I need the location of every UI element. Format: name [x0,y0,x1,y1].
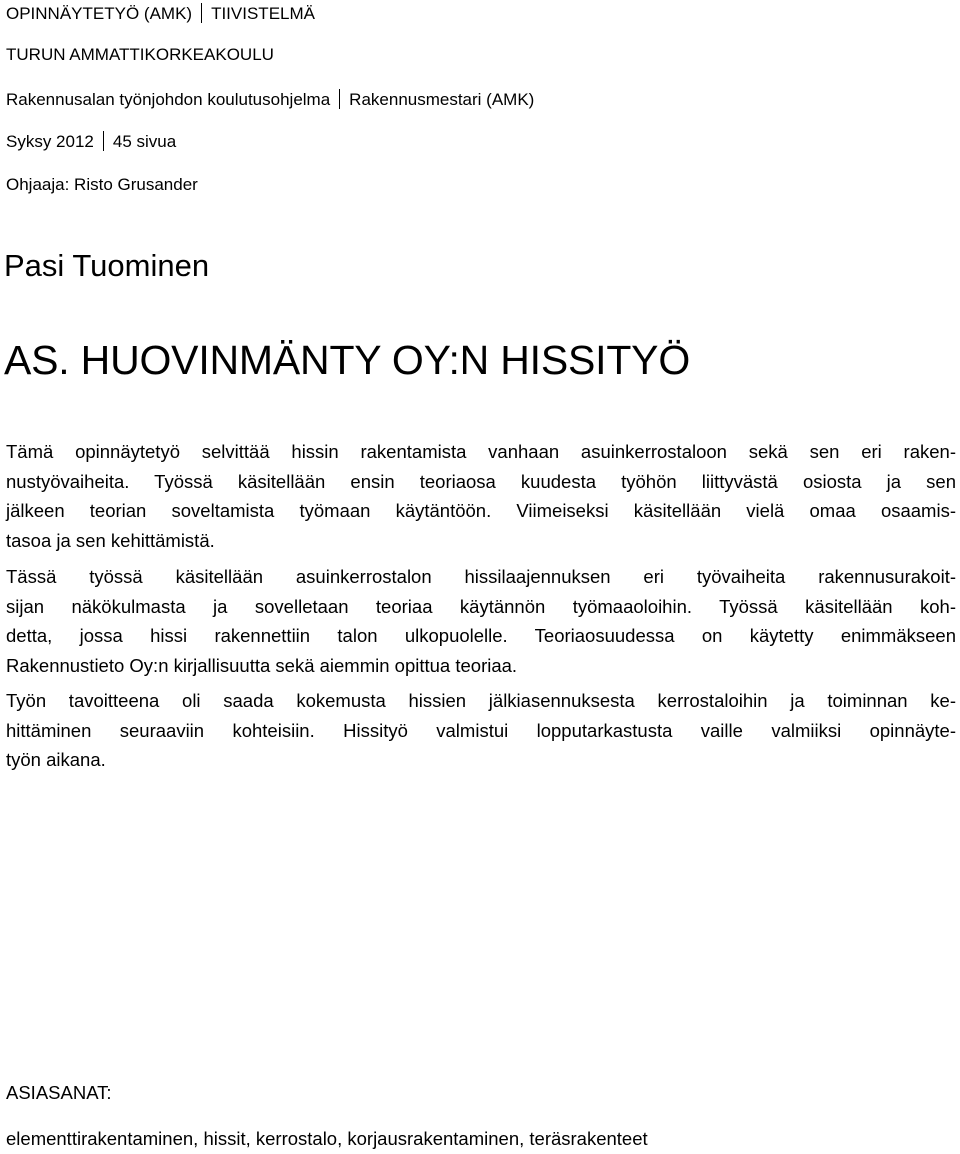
text-line: nustyövaiheita. Työssä käsitellään ensin teoriaosa kuudesta työhön liittyvästä osiosta ja sen [6,470,956,492]
thesis-title: AS. HUOVINMÄNTY OY:N HISSITYÖ [4,337,691,383]
abstract-paragraph [6,437,956,555]
text-line: sijan näkökulmasta ja sovelletaan teoriaa käytännön työmaaoloihin. Työssä käsitellään koh- [6,595,956,617]
programme-line [6,89,534,110]
text-line: jälkeen teorian soveltamista työmaan käytäntöön. Viimeiseksi käsitellään vielä omaa osaamis- [6,500,956,521]
text-line: Työn tavoitteena oli saada kokemusta hissien jälkiasennuksesta kerrostaloihin ja toiminnan ke- [6,690,956,711]
keywords-label: ASIASANAT: [6,1082,112,1103]
degree: Rakennusmestari (AMK) [349,90,535,109]
doc-type: TIIVISTELMÄ [211,4,315,23]
text-line: Tämä opinnäytetyö selvittää hissin rakentamista vanhaan asuinkerrostaloon sekä sen eri raken- [6,441,956,462]
separator [339,89,340,109]
text-line: Rakennustieto Oy:n kirjallisuutta sekä aiemmin opittua teoriaa. [6,654,518,676]
degree-line [6,3,315,24]
text-line: Tässä työssä käsitellään asuinkerrostalon hissilaajennuksen eri työvaiheita rakennusurakoit- [6,566,956,587]
abstract-paragraph [6,686,956,775]
text-line: hittäminen seuraaviin kohteisiin. Hissityö valmistui lopputarkastusta vaille valmiiksi opinnäyte- [6,719,956,741]
abstract-paragraph [6,562,956,680]
term: Syksy 2012 [6,132,94,151]
page-count: 45 sivua [112,132,177,151]
degree-type: OPINNÄYTETYÖ (AMK) [6,4,193,23]
text-line: työn aikana. [6,749,106,770]
supervisor: Ohjaaja: Risto Grusander [6,175,198,194]
text-line: detta, jossa hissi rakennettiin talon ulkopuolelle. Teoriaosuudessa on käytetty enimmäkseen [6,625,956,646]
keywords-list: elementtirakentaminen, hissit, kerrostalo, korjausrakentaminen, teräsrakenteet [6,1128,648,1149]
text-line: tasoa ja sen kehittämistä. [6,529,215,551]
term-line [6,131,176,152]
school-name: TURUN AMMATTIKORKEAKOULU [6,45,274,64]
author-name: Pasi Tuominen [4,248,210,283]
separator [201,3,202,23]
programme: Rakennusalan työnjohdon koulutusohjelma [6,90,331,109]
separator [103,131,104,151]
